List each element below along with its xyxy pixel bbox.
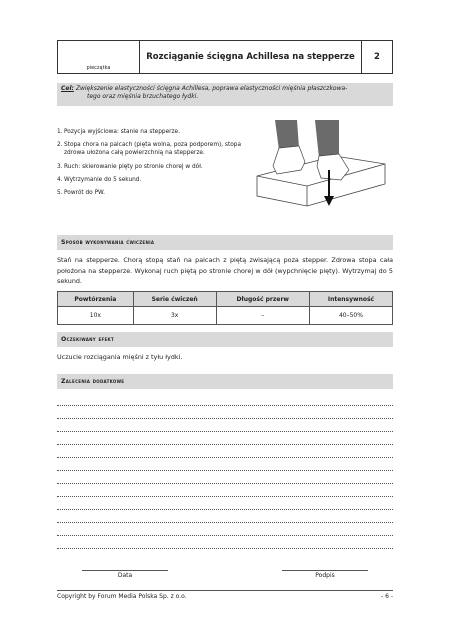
- date-label: Data: [117, 572, 133, 579]
- copyright-text: Copyright by Forum Media Polska Sp. z o.o.: [57, 593, 187, 600]
- writing-line[interactable]: [57, 457, 393, 458]
- footer: [57, 590, 393, 600]
- method-heading: Sposób wykonywania ćwiczenia: [57, 235, 393, 250]
- table-header-cell: Długość przerw: [216, 292, 309, 307]
- writing-line[interactable]: [57, 405, 393, 406]
- step-item: [57, 128, 247, 136]
- writing-line[interactable]: [57, 418, 393, 419]
- goal-text: Zwiększenie elastyczności ścięgna Achillesa, poprawa elastyczności mięśnia płaszczkowa-: [75, 85, 348, 92]
- table-header-cell: Serie ćwiczeń: [133, 292, 216, 307]
- goal-box: [57, 83, 393, 106]
- writing-line[interactable]: [57, 522, 393, 523]
- steps-list: [57, 128, 247, 202]
- recommendations-heading: Zalecenia dodatkowe: [57, 374, 393, 389]
- table-cell: –: [216, 307, 309, 325]
- page-title: Rozciąganie ścięgna Achillesa na stepperze: [140, 41, 362, 73]
- step-number: 5.: [57, 190, 63, 197]
- step-text: Ruch: skierowanie pięty po stronie chorej w dół.: [64, 163, 203, 170]
- signature-line[interactable]: [282, 570, 368, 571]
- table-header-cell: Powtórzenia: [58, 292, 134, 307]
- table-cell: 40–50%: [309, 307, 392, 325]
- effect-heading: Oczekiwany efekt: [57, 332, 393, 347]
- writing-line[interactable]: [57, 431, 393, 432]
- writing-line[interactable]: [57, 444, 393, 445]
- table-header-cell: Intensywność: [309, 292, 392, 307]
- table-cell: 10x: [58, 307, 134, 325]
- writing-line[interactable]: [57, 548, 393, 549]
- table-cell: 3x: [133, 307, 216, 325]
- effect-text: Uczucie rozciągania mięśni z tyłu łydki.: [57, 353, 183, 361]
- step-number: 4.: [57, 176, 63, 183]
- writing-line[interactable]: [57, 496, 393, 497]
- writing-line[interactable]: [57, 470, 393, 471]
- goal-label: Cel:: [61, 85, 74, 92]
- writing-line[interactable]: [57, 535, 393, 536]
- page-number: - 6 -: [381, 593, 393, 600]
- goal-text-cont: tego oraz mięśnia brzuchatego łydki.: [87, 93, 199, 100]
- step-item: [57, 141, 247, 157]
- stamp-label: pieczątka: [86, 65, 111, 71]
- step-item: [57, 189, 247, 197]
- writing-line[interactable]: [57, 509, 393, 510]
- step-text: Wytrzymanie do 5 sekund.: [64, 176, 142, 183]
- exercise-illustration: [255, 118, 390, 218]
- parameters-table: [57, 291, 393, 325]
- writing-line[interactable]: [57, 483, 393, 484]
- step-item: [57, 176, 247, 184]
- header-box: [57, 40, 393, 74]
- table-row: [58, 307, 393, 325]
- step-text: Powrót do PW.: [64, 190, 105, 197]
- date-line[interactable]: [82, 570, 168, 571]
- signature-label: Podpis: [315, 572, 335, 579]
- step-number: 2.: [57, 142, 63, 149]
- step-item: [57, 163, 247, 171]
- step-text: Pozycja wyjściowa: stanie na stepperze.: [64, 129, 180, 135]
- exercise-number: 2: [374, 52, 380, 62]
- step-number: 1.: [57, 129, 63, 135]
- step-number: 3.: [57, 163, 63, 170]
- stamp-cell: [58, 41, 140, 73]
- table-header-row: [58, 292, 393, 307]
- method-text: Stań na stepperze. Chorą stopą stań na palcach z piętą zwisającą poza stepper. Zdrowa stopa cała położona na stepperze. Wykonaj ruch piętą po stronie chorej w dół (wypchnięcie pięty). Wytrzymaj do 5 sekund.: [57, 256, 393, 285]
- step-text: Stopa chora na palcach (pięta wolna, poza podporem), stopa zdrowa ułożona całą powierzchnią na stepperze.: [64, 142, 241, 157]
